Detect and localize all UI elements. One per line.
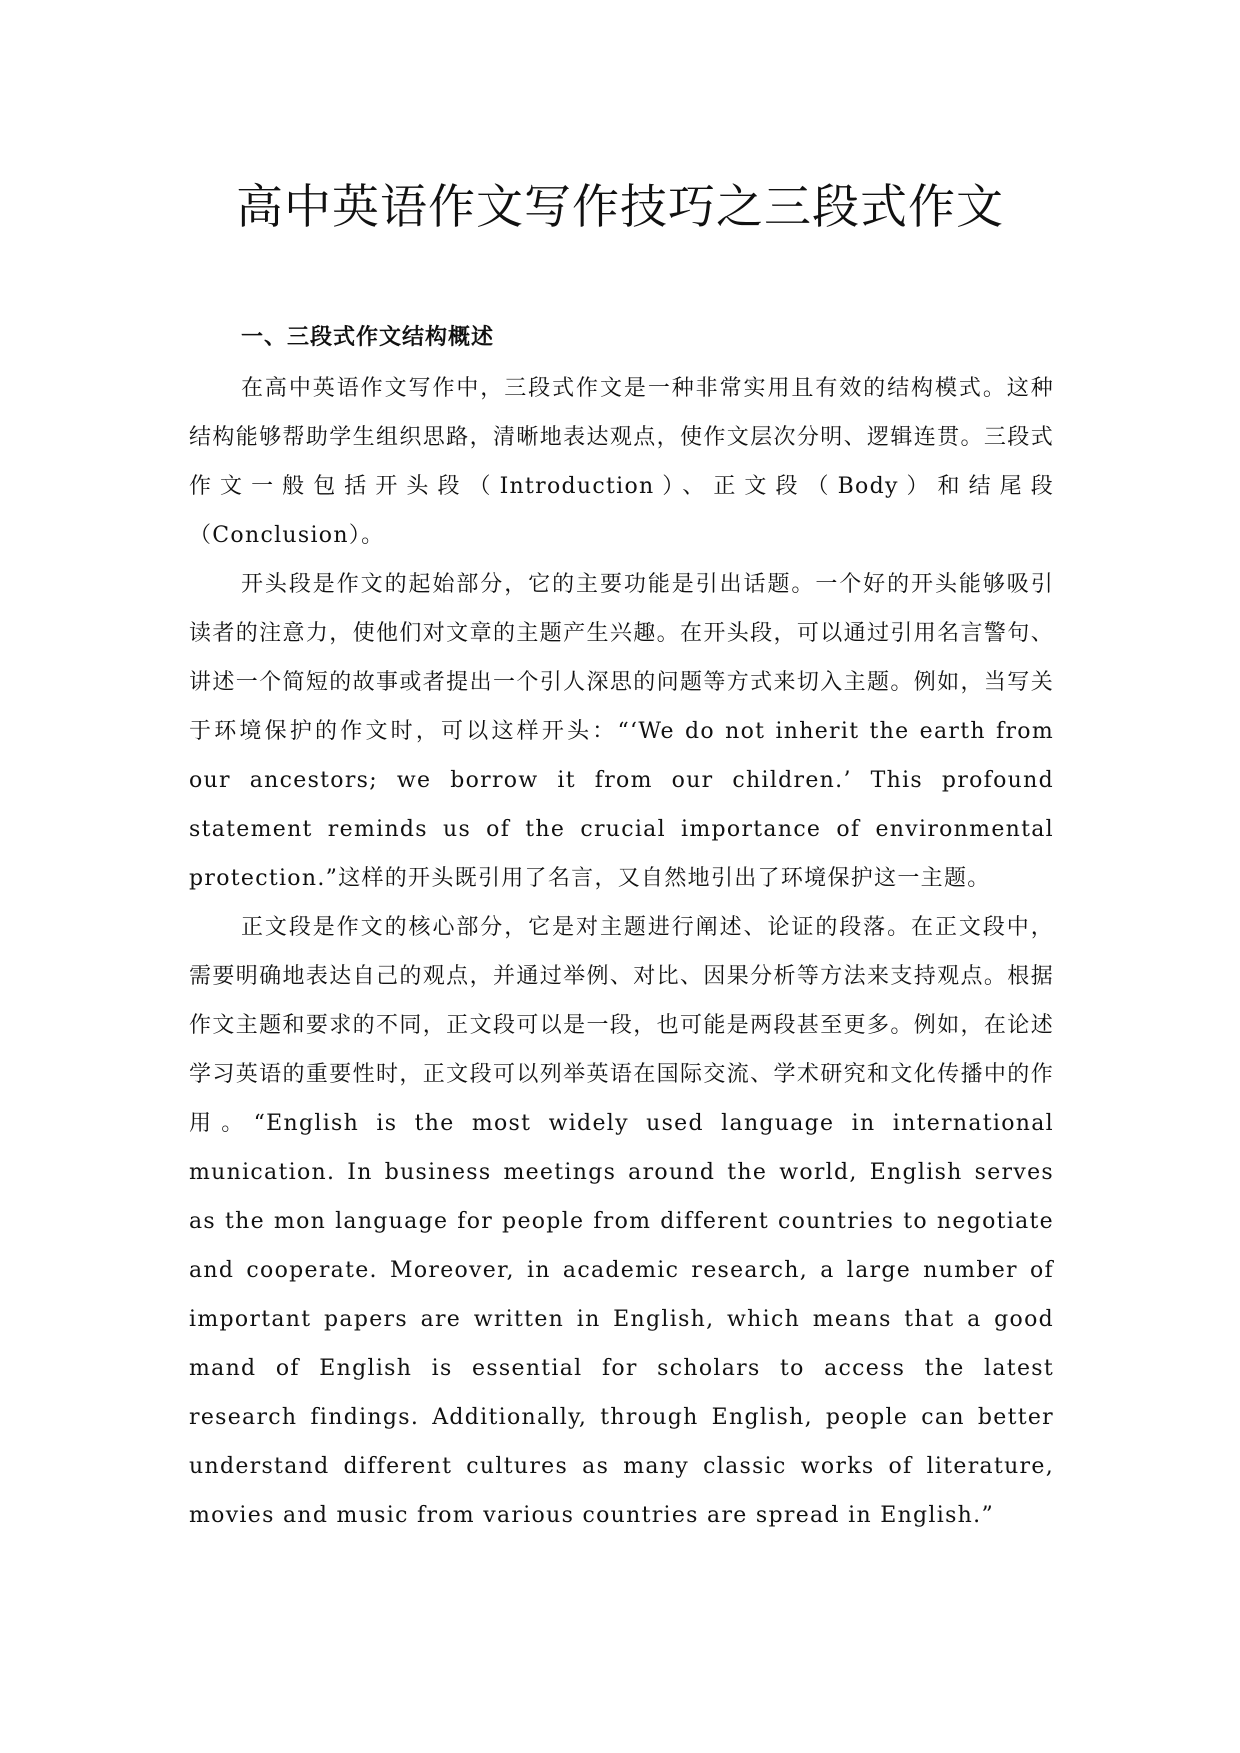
- paragraph-body: 正文段是作文的核心部分，它是对主题进行阐述、论证的段落。在正文段中，需要明确地表达自己的观点，并通过举例、对比、因果分析等方法来支持观点。根据作文主题和要求的不同，正文段可以是一段，也可能是两段甚至更多。例如，在论述学习英语的重要性时，正文段可以列举英语在国际交流、学术研究和文化传播中的作用。“English is the most widely used language in international munication. In business meetings around the world, English serves as the mon language for people from different countries to negotiate and cooperate. Moreover, in academic research, a large number of important papers are written in English, which means that a good mand of English is essential for scholars to access the latest research findings. Additionally, through English, people can better understand different cultures as many classic works of literature, movies and music from various countries are spread in English.”: [189, 915, 1054, 1528]
- paragraph-introduction: 开头段是作文的起始部分，它的主要功能是引出话题。一个好的开头能够吸引读者的注意力，使他们对文章的主题产生兴趣。在开头段，可以通过引用名言警句、讲述一个简短的故事或者提出一个引人深思的问题等方式来切入主题。例如，当写关于环境保护的作文时，可以这样开头：“‘We do not inherit the earth from our ancestors; we borrow it from our children.’ This profound statement reminds us of the crucial importance of environmental protection.”这样的开头既引用了名言，又自然地引出了环境保护这一主题。: [189, 572, 1054, 891]
- document-body: [189, 315, 1054, 1540]
- section-heading: 一、三段式作文结构概述: [241, 325, 495, 350]
- document-title: 高中英语作文写作技巧之三段式作文: [236, 180, 1004, 235]
- paragraph-structure-overview: 在高中英语作文写作中，三段式作文是一种非常实用且有效的结构模式。这种结构能够帮助学生组织思路，清晰地表达观点，使作文层次分明、逻辑连贯。三段式作文一般包括开头段（Introduction）、正文段（Body）和结尾段（Conclusion）。: [189, 376, 1054, 548]
